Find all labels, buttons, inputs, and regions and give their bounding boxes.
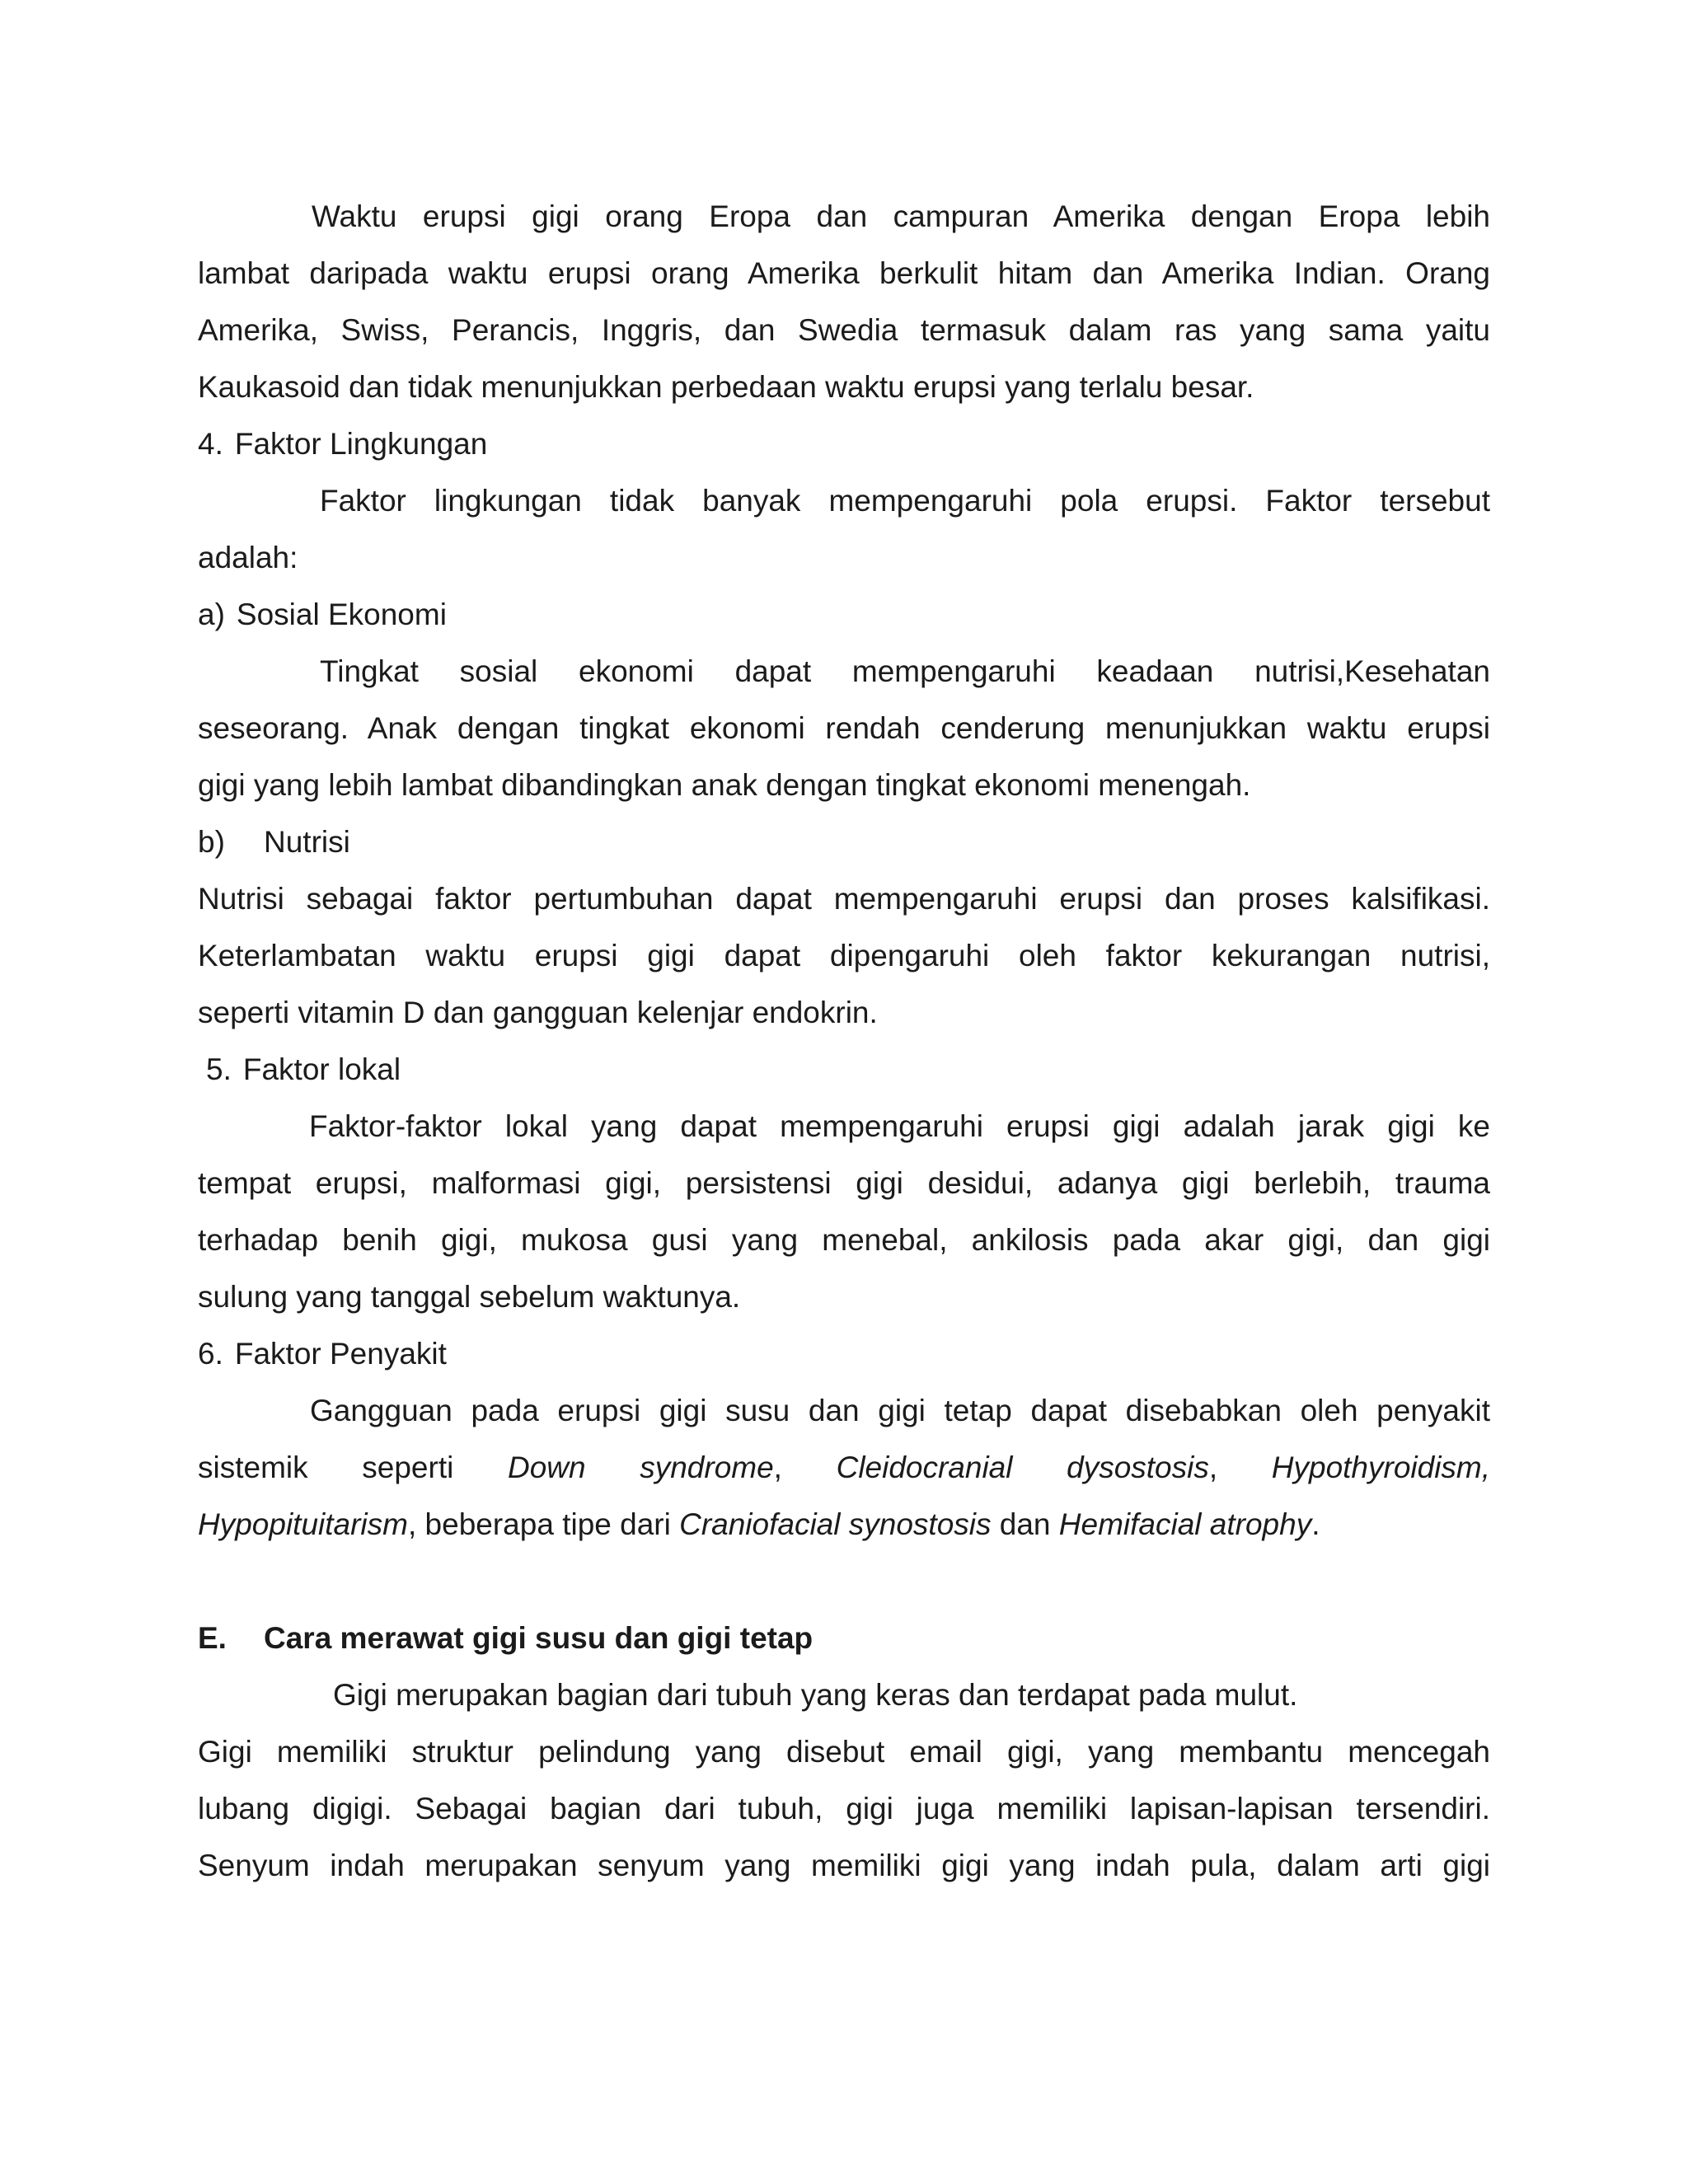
paragraph-line: Faktor-faktor lokal yang dapat mempengaruhi erupsi gigi adalah jarak gigi ke — [309, 1109, 1490, 1143]
list-title: Faktor Penyakit — [234, 1337, 447, 1371]
paragraph-line: terhadap benih gigi, mukosa gusi yang menebal, ankilosis pada akar gigi, dan gigi — [198, 1223, 1490, 1257]
italic-term: Hemifacial atrophy — [1058, 1507, 1312, 1541]
paragraph-line: seperti vitamin D dan gangguan kelenjar endokrin. — [198, 996, 878, 1029]
italic-term: Down — [507, 1451, 586, 1484]
italic-term: Hypopituitarism — [198, 1507, 408, 1541]
text-run: dan — [991, 1507, 1059, 1541]
paragraph-line: Gigi memiliki struktur pelindung yang disebut email gigi, yang membantu mencegah — [198, 1735, 1490, 1769]
spacer — [198, 1553, 1490, 1610]
italic-term: dysostosis — [1067, 1451, 1209, 1484]
sub-item-title: Sosial Ekonomi — [236, 598, 447, 631]
paragraph-line: Kaukasoid dan tidak menunjukkan perbedaan waktu erupsi yang terlalu besar. — [198, 370, 1254, 404]
paragraph-line: Gigi merupakan bagian dari tubuh yang keras dan terdapat pada mulut. — [333, 1678, 1298, 1712]
paragraph-line: Tingkat sosial ekonomi dapat mempengaruhi keadaan nutrisi,Kesehatan — [320, 654, 1490, 688]
sub-item-b — [198, 813, 1490, 870]
paragraph-line: adalah: — [198, 541, 298, 574]
sub-item-letter: a) — [198, 598, 225, 631]
paragraph-line: seseorang. Anak dengan tingkat ekonomi rendah cenderung menunjukkan waktu erupsi — [198, 711, 1490, 745]
italic-term: syndrome — [640, 1451, 774, 1484]
paragraph-line: Gangguan pada erupsi gigi susu dan gigi tetap dapat disebabkan oleh penyakit — [310, 1394, 1490, 1427]
sub-item-a — [198, 586, 1490, 643]
list-item-6 — [198, 1325, 1490, 1382]
text-run: seperti — [362, 1451, 454, 1484]
text-run: , beberapa tipe dari — [407, 1507, 680, 1541]
paragraph-line: Nutrisi sebagai faktor pertumbuhan dapat mempengaruhi erupsi dan proses kalsifikasi. — [198, 882, 1490, 916]
italic-term: Cleidocranial — [836, 1451, 1013, 1484]
section-letter: E. — [198, 1621, 227, 1655]
sub-item-letter: b) — [198, 825, 225, 859]
text-run: . — [1311, 1507, 1320, 1541]
document-body — [198, 188, 1490, 1894]
section-heading-e — [198, 1610, 1490, 1666]
sub-item-title: Nutrisi — [264, 825, 350, 859]
section-title: Cara merawat gigi susu dan gigi tetap — [264, 1621, 814, 1655]
paragraph-line: tempat erupsi, malformasi gigi, persistensi gigi desidui, adanya gigi berlebih, trauma — [198, 1166, 1490, 1200]
list-number: 4. — [198, 427, 223, 461]
paragraph-line: sulung yang tanggal sebelum waktunya. — [198, 1280, 741, 1314]
text-run: , — [773, 1451, 782, 1484]
paragraph-line: lubang digigi. Sebagai bagian dari tubuh, gigi juga memiliki lapisan-lapisan tersendiri. — [198, 1792, 1490, 1825]
italic-term: Craniofacial synostosis — [679, 1507, 992, 1541]
paragraph-line — [198, 1496, 1490, 1553]
list-item-4 — [198, 415, 1490, 472]
list-title: Faktor Lingkungan — [234, 427, 488, 461]
paragraph-line — [198, 1439, 1490, 1496]
paragraph-line: Amerika, Swiss, Perancis, Inggris, dan Swedia termasuk dalam ras yang sama yaitu — [198, 313, 1490, 347]
paragraph-line: Senyum indah merupakan senyum yang memiliki gigi yang indah pula, dalam arti gigi — [198, 1849, 1490, 1882]
list-number: 5. — [206, 1052, 232, 1086]
text-run: sistemik — [198, 1451, 308, 1484]
text-run: , — [1208, 1451, 1218, 1484]
italic-term: Hypothyroidism, — [1271, 1451, 1491, 1484]
paragraph-line: Waktu erupsi gigi orang Eropa dan campuran Amerika dengan Eropa lebih — [312, 199, 1490, 233]
list-number: 6. — [198, 1337, 223, 1371]
paragraph-line: gigi yang lebih lambat dibandingkan anak dengan tingkat ekonomi menengah. — [198, 768, 1251, 802]
paragraph-line: lambat daripada waktu erupsi orang Amerika berkulit hitam dan Amerika Indian. Orang — [198, 256, 1490, 290]
list-title: Faktor lokal — [242, 1052, 401, 1086]
list-item-5 — [198, 1041, 1490, 1098]
paragraph-line: Keterlambatan waktu erupsi gigi dapat dipengaruhi oleh faktor kekurangan nutrisi, — [198, 939, 1490, 972]
paragraph-line: Faktor lingkungan tidak banyak mempengaruhi pola erupsi. Faktor tersebut — [320, 484, 1490, 518]
